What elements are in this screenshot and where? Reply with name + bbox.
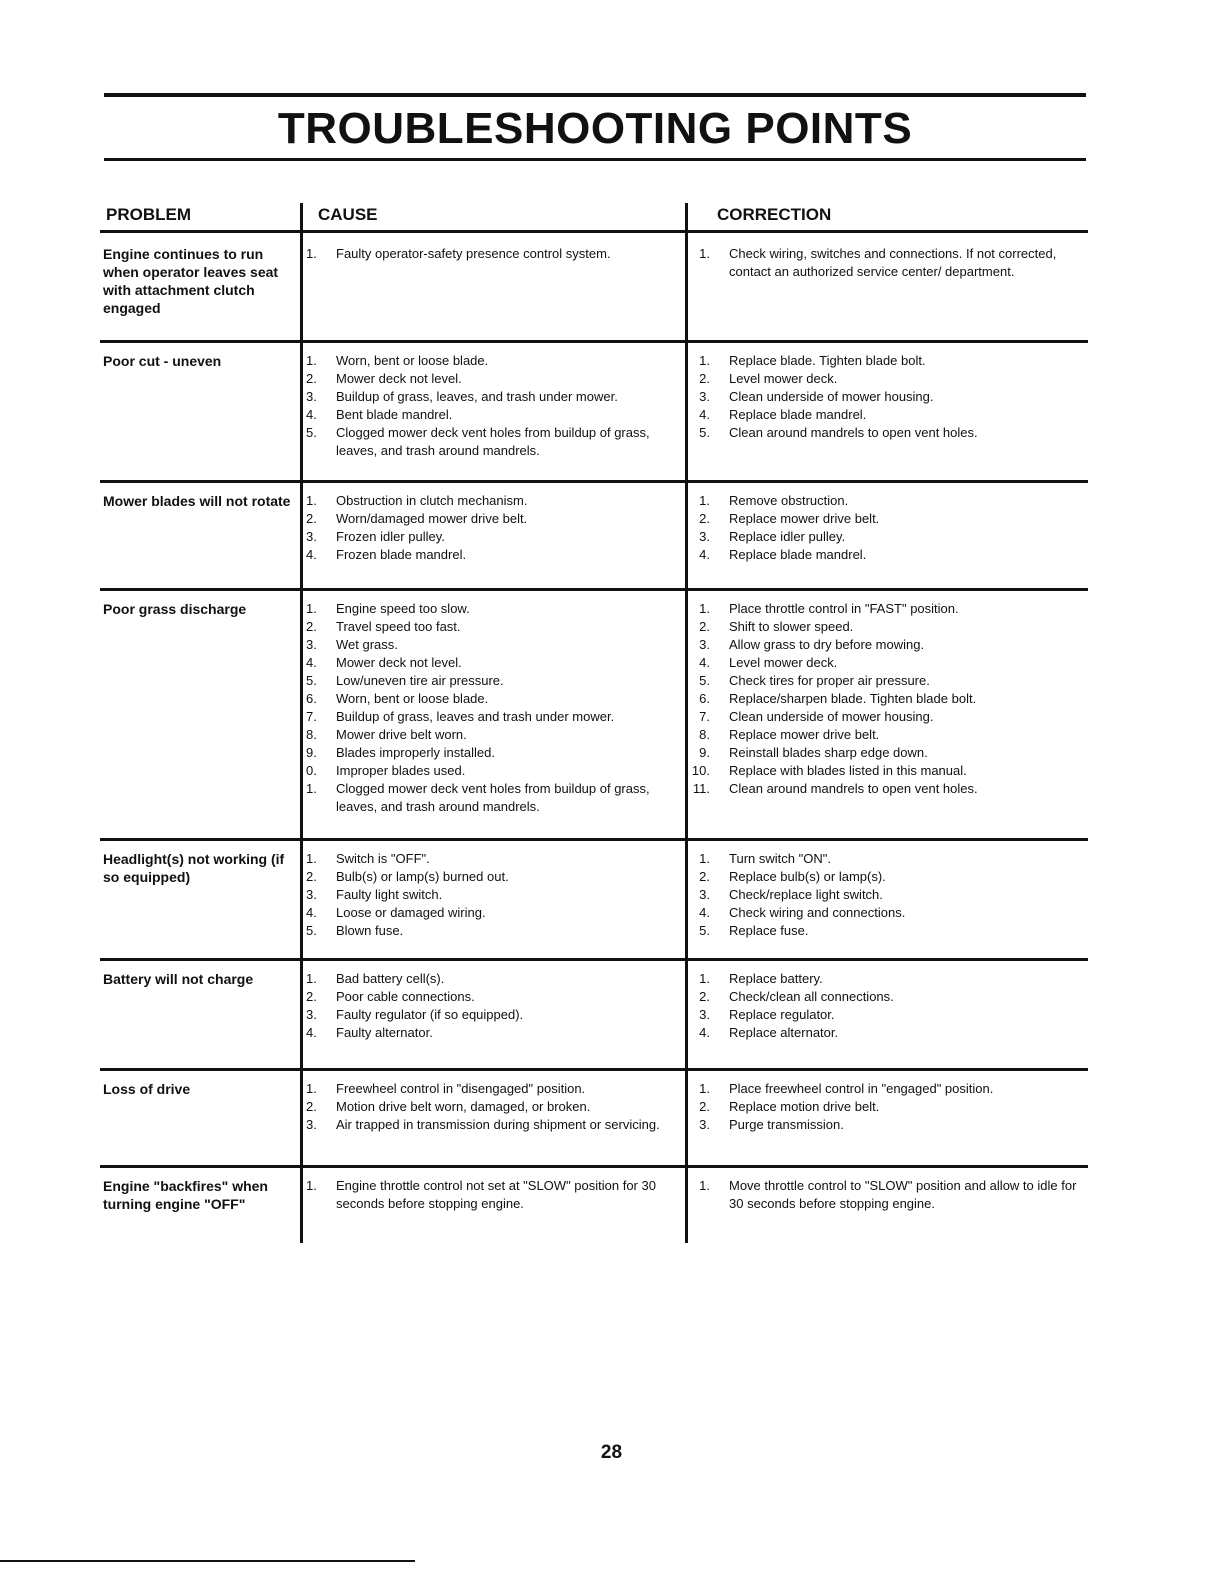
row-divider [100,1068,1088,1071]
item-text: Clean underside of mower housing. [729,709,934,724]
item-text: Bulb(s) or lamp(s) burned out. [336,869,509,884]
item-number: 2. [699,619,710,634]
title-top-rule [104,93,1086,97]
correction-item [690,370,1080,388]
correction-item [690,762,1080,780]
problem-text: Loss of drive [103,1081,191,1097]
item-number: 5. [699,673,710,688]
correction-item [690,744,1080,762]
item-text: Frozen blade mandrel. [336,547,467,562]
item-text: Check tires for proper air pressure. [729,673,930,688]
item-text: Wet grass. [336,637,398,652]
item-text: Replace alternator. [729,1025,839,1040]
correction-item [690,1177,1080,1213]
cause-list [306,850,678,940]
cause-item [306,424,678,460]
correction-list [690,970,1080,1042]
correction-item [690,726,1080,744]
correction-list [690,1080,1080,1134]
correction-item [690,690,1080,708]
header-cause: CAUSE [318,205,378,224]
item-number: 9. [306,745,317,760]
item-text: Mower deck not level. [336,655,462,670]
cause-item [306,672,678,690]
row-divider [100,1165,1088,1168]
cause-item [306,690,678,708]
item-number: 1. [306,971,317,986]
item-number: 4. [306,407,317,422]
problem-text: Battery will not charge [103,971,254,987]
correction-list [690,600,1080,798]
item-number: 1. [306,353,317,368]
correction-item [690,886,1080,904]
item-number: 1. [699,1081,710,1096]
cause-item [306,1006,678,1024]
item-number: 6. [306,691,317,706]
correction-item [690,922,1080,940]
item-text: Place throttle control in "FAST" position. [729,601,959,616]
item-number: 2. [306,619,317,634]
item-number: 3. [306,637,317,652]
item-text: Replace regulator. [729,1007,835,1022]
item-number: 1. [699,1178,710,1193]
problem-text: Engine "backfires" when turning engine "OFF" [103,1178,268,1212]
cause-item [306,618,678,636]
item-number: 7. [306,709,317,724]
correction-item [690,528,1080,546]
correction-item [690,904,1080,922]
problem-text: Poor grass discharge [103,601,247,617]
cause-list [306,352,678,460]
item-text: Engine speed too slow. [336,601,470,616]
item-number: 1. [699,493,710,508]
correction-item [690,1116,1080,1134]
item-text: Replace mower drive belt. [729,511,880,526]
item-text: Clogged mower deck vent holes from buildup of grass, leaves, and trash around mandrels. [336,781,650,814]
item-text: Replace motion drive belt. [729,1099,880,1114]
cause-list [306,1177,678,1213]
item-number: 5. [306,425,317,440]
item-number: 2. [699,371,710,386]
cause-item [306,636,678,654]
item-number: 1. [699,601,710,616]
item-number: 3. [699,887,710,902]
correction-item [690,510,1080,528]
item-text: Obstruction in clutch mechanism. [336,493,528,508]
problem-text: Engine continues to run when operator leaves seat with attachment clutch engaged [103,246,279,316]
item-text: Clean around mandrels to open vent holes. [729,425,978,440]
item-number: 5. [699,425,710,440]
item-number: 2. [306,1099,317,1114]
item-text: Buildup of grass, leaves, and trash under mower. [336,389,618,404]
cause-item [306,708,678,726]
item-text: Travel speed too fast. [336,619,461,634]
item-number: 8. [699,727,710,742]
item-text: Worn/damaged mower drive belt. [336,511,528,526]
correction-item [690,245,1080,281]
footer-rule [0,1560,415,1562]
item-number: 3. [306,389,317,404]
correction-list [690,245,1080,281]
correction-item [690,636,1080,654]
item-text: Replace battery. [729,971,823,986]
column-divider-cause [300,203,303,1243]
cause-item [306,762,678,780]
correction-item [690,600,1080,618]
item-number: 10. [691,763,710,778]
item-text: Blown fuse. [336,923,404,938]
item-number: 1. [699,971,710,986]
cause-item [306,988,678,1006]
item-number: 1. [306,781,317,796]
correction-list [690,492,1080,564]
cause-item [306,922,678,940]
correction-list [690,850,1080,940]
cause-item [306,970,678,988]
item-number: 1. [306,851,317,866]
item-text: Replace idler pulley. [729,529,846,544]
title-bottom-rule [104,158,1086,161]
header-rule [100,230,1088,233]
item-text: Shift to slower speed. [729,619,854,634]
item-text: Switch is "OFF". [336,851,430,866]
correction-item [690,970,1080,988]
item-number: 3. [699,1117,710,1132]
item-number: 3. [699,637,710,652]
cause-list [306,492,678,564]
cause-item [306,492,678,510]
item-text: Improper blades used. [336,763,466,778]
correction-item [690,406,1080,424]
cause-item [306,406,678,424]
item-number: 4. [699,547,710,562]
correction-item [690,388,1080,406]
item-text: Clogged mower deck vent holes from buildup of grass, leaves, and trash around mandrels. [336,425,650,458]
item-text: Faulty operator-safety presence control system. [336,246,611,261]
item-text: Replace with blades listed in this manual. [729,763,967,778]
item-text: Engine throttle control not set at "SLOW" position for 30 seconds before stopping engine. [336,1178,656,1211]
item-number: 2. [699,511,710,526]
item-number: 1. [306,493,317,508]
correction-item [690,780,1080,798]
item-number: 4. [699,905,710,920]
item-number: 8. [306,727,317,742]
cause-item [306,868,678,886]
item-text: Check wiring, switches and connections. If not corrected, contact an authorized service center/ department. [729,246,1057,279]
item-number: 4. [306,1025,317,1040]
cause-item [306,1098,678,1116]
correction-item [690,868,1080,886]
item-number: 3. [699,389,710,404]
item-number: 2. [699,989,710,1004]
item-text: Replace mower drive belt. [729,727,880,742]
correction-item [690,708,1080,726]
item-text: Replace blade mandrel. [729,547,867,562]
item-text: Clean underside of mower housing. [729,389,934,404]
item-text: Worn, bent or loose blade. [336,691,489,706]
correction-item [690,850,1080,868]
item-number: 6. [699,691,710,706]
item-text: Blades improperly installed. [336,745,495,760]
item-number: 1. [306,1178,317,1193]
problem-text: Mower blades will not rotate [103,493,291,509]
correction-item [690,1006,1080,1024]
correction-item [690,988,1080,1006]
correction-item [690,352,1080,370]
item-number: 2. [306,989,317,1004]
item-number: 5. [699,923,710,938]
item-text: Mower deck not level. [336,371,462,386]
item-text: Remove obstruction. [729,493,849,508]
item-number: 2. [306,869,317,884]
item-number: 5. [306,673,317,688]
cause-item [306,370,678,388]
item-text: Poor cable connections. [336,989,475,1004]
item-text: Allow grass to dry before mowing. [729,637,925,652]
item-text: Frozen idler pulley. [336,529,445,544]
item-text: Buildup of grass, leaves and trash under mower. [336,709,615,724]
item-number: 1. [306,1081,317,1096]
row-divider [100,340,1088,343]
item-text: Worn, bent or loose blade. [336,353,489,368]
item-text: Mower drive belt worn. [336,727,467,742]
item-number: 4. [306,547,317,562]
item-text: Air trapped in transmission during shipment or servicing. [336,1117,660,1132]
item-number: 5. [306,923,317,938]
column-divider-correction [685,203,688,1243]
correction-item [690,654,1080,672]
item-number: 1. [306,601,317,616]
item-text: Motion drive belt worn, damaged, or broken. [336,1099,591,1114]
item-text: Bent blade mandrel. [336,407,453,422]
item-text: Check/replace light switch. [729,887,883,902]
cause-item [306,1116,678,1134]
row-divider [100,958,1088,961]
cause-item [306,510,678,528]
item-number: 3. [306,1117,317,1132]
item-text: Turn switch "ON". [729,851,831,866]
header-correction: CORRECTION [717,205,832,224]
item-text: Replace/sharpen blade. Tighten blade bolt. [729,691,977,706]
item-text: Freewheel control in "disengaged" position. [336,1081,586,1096]
correction-item [690,1024,1080,1042]
problem-text: Headlight(s) not working (if so equipped) [103,851,285,885]
correction-item [690,672,1080,690]
cause-item [306,528,678,546]
item-text: Faulty regulator (if so equipped). [336,1007,524,1022]
item-number: 2. [699,1099,710,1114]
cause-list [306,970,678,1042]
item-text: Place freewheel control in "engaged" position. [729,1081,994,1096]
row-divider [100,838,1088,841]
row-divider [100,588,1088,591]
item-text: Replace bulb(s) or lamp(s). [729,869,886,884]
item-number: 4. [699,407,710,422]
cause-item [306,886,678,904]
item-text: Move throttle control to "SLOW" position and allow to idle for 30 seconds before stopping engine. [729,1178,1077,1211]
cause-item [306,1080,678,1098]
row-divider [100,480,1088,483]
item-number: 7. [699,709,710,724]
page-number: 28 [600,1442,623,1463]
item-number: 3. [306,1007,317,1022]
cause-list [306,245,678,263]
correction-list [690,1177,1080,1213]
cause-item [306,654,678,672]
item-text: Low/uneven tire air pressure. [336,673,504,688]
item-number: 2. [306,511,317,526]
item-text: Reinstall blades sharp edge down. [729,745,928,760]
correction-item [690,618,1080,636]
cause-item [306,744,678,762]
item-number: 1. [699,851,710,866]
item-text: Level mower deck. [729,371,838,386]
cause-item [306,726,678,744]
cause-item [306,600,678,618]
correction-item [690,424,1080,442]
correction-item [690,1098,1080,1116]
cause-item [306,352,678,370]
item-number: 3. [699,1007,710,1022]
item-text: Bad battery cell(s). [336,971,445,986]
item-text: Clean around mandrels to open vent holes. [729,781,978,796]
item-number: 4. [699,1025,710,1040]
item-text: Check wiring and connections. [729,905,906,920]
item-number: 1. [699,353,710,368]
item-text: Check/clean all connections. [729,989,894,1004]
cause-item [306,780,678,816]
item-number: 4. [699,655,710,670]
correction-item [690,492,1080,510]
item-text: Replace blade mandrel. [729,407,867,422]
cause-item [306,245,678,263]
cause-item [306,1177,678,1213]
item-text: Replace fuse. [729,923,809,938]
item-number: 9. [699,745,710,760]
cause-list [306,600,678,816]
item-text: Purge transmission. [729,1117,844,1132]
item-number: 0. [306,763,317,778]
item-number: 4. [306,905,317,920]
cause-item [306,388,678,406]
item-number: 3. [306,529,317,544]
problem-text: Poor cut - uneven [103,353,222,369]
item-number: 1. [699,246,710,261]
correction-item [690,546,1080,564]
item-number: 3. [306,887,317,902]
item-number: 11. [692,781,710,796]
item-number: 2. [306,371,317,386]
cause-item [306,850,678,868]
correction-list [690,352,1080,442]
item-number: 2. [699,869,710,884]
cause-item [306,1024,678,1042]
item-number: 1. [306,246,317,261]
item-number: 4. [306,655,317,670]
item-text: Replace blade. Tighten blade bolt. [729,353,926,368]
page-title: TROUBLESHOOTING POINTS [277,104,913,153]
item-text: Faulty light switch. [336,887,443,902]
item-text: Level mower deck. [729,655,838,670]
item-text: Loose or damaged wiring. [336,905,486,920]
cause-item [306,546,678,564]
cause-item [306,904,678,922]
item-text: Faulty alternator. [336,1025,433,1040]
item-number: 3. [699,529,710,544]
header-problem: PROBLEM [106,205,191,224]
correction-item [690,1080,1080,1098]
cause-list [306,1080,678,1134]
